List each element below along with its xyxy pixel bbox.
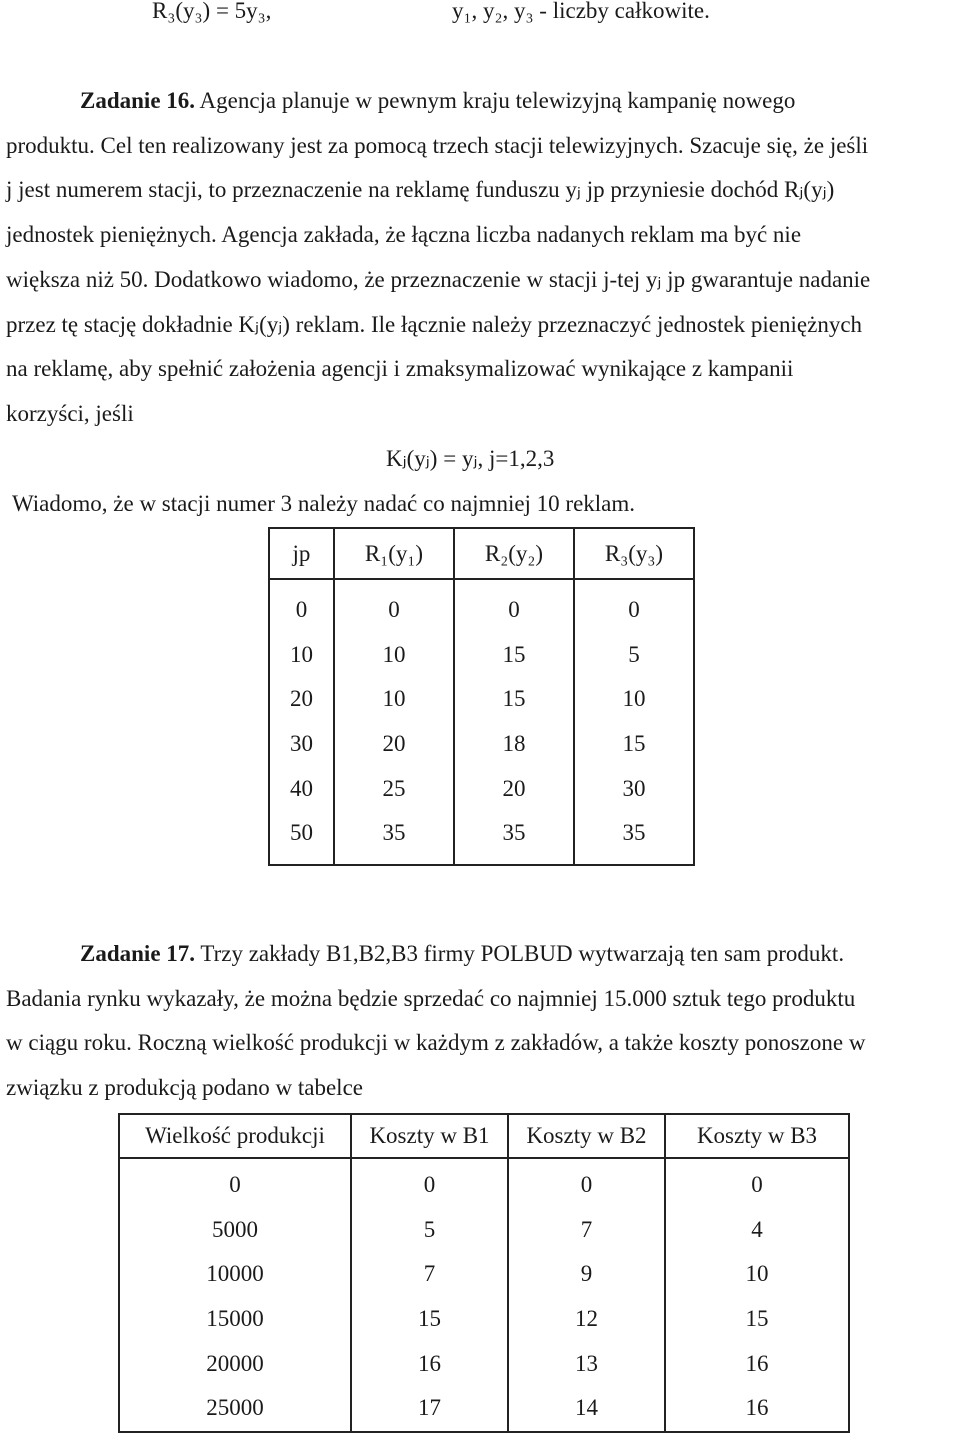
table-cell: 25	[334, 766, 454, 811]
table-cell: 5	[574, 633, 694, 678]
table-cell: 20	[269, 677, 334, 722]
table-cell: 18	[454, 722, 574, 767]
header-r2: R₂(y₂)	[454, 528, 574, 579]
table-cell: 10	[574, 677, 694, 722]
integer-condition: y₁, y₂, y₃ - liczby całkowite.	[452, 0, 710, 23]
table-row	[119, 1208, 849, 1253]
task16-line-3: jednostek pieniężnych. Agencja zakłada, że łączna liczba nadanych reklam ma być nie	[6, 222, 802, 247]
table-cell: 14	[508, 1386, 665, 1432]
table-cell: 15	[351, 1297, 508, 1342]
table-cell: 12	[508, 1297, 665, 1342]
header-r3: R₃(y₃)	[574, 528, 694, 579]
table-cell: 10	[665, 1252, 849, 1297]
table-cell: 4	[665, 1208, 849, 1253]
task17-table	[118, 1113, 850, 1433]
table-cell: 0	[454, 579, 574, 633]
table-cell: 16	[351, 1341, 508, 1386]
table-cell: 10	[334, 633, 454, 678]
table-cell: 7	[508, 1208, 665, 1253]
table-row	[119, 1297, 849, 1342]
table-cell: 10000	[119, 1252, 351, 1297]
r3-formula: R₃(y₃) = 5y₃,	[152, 0, 272, 23]
table-cell: 20	[334, 722, 454, 767]
table-cell: 0	[119, 1158, 351, 1208]
task16-line-2: j jest numerem stacji, to przeznaczenie na reklamę funduszu yⱼ jp przyniesie dochód Rⱼ(yⱼ)	[6, 177, 835, 202]
task17-line-1: Badania rynku wykazały, że można będzie sprzedać co najmniej 15.000 sztuk tego produktu	[6, 986, 856, 1011]
table-cell: 0	[334, 579, 454, 633]
task17-line-0: Trzy zakłady B1,B2,B3 firmy POLBUD wytwarzają ten sam produkt.	[195, 941, 845, 966]
table-cell: 7	[351, 1252, 508, 1297]
table-header-row	[269, 528, 694, 579]
table-cell: 35	[454, 811, 574, 865]
table-cell: 0	[351, 1158, 508, 1208]
table-row	[119, 1252, 849, 1297]
table-header-row	[119, 1114, 849, 1158]
table-row	[269, 766, 694, 811]
table-cell: 10	[269, 633, 334, 678]
k-formula: Kⱼ(yⱼ) = yⱼ, j=1,2,3	[386, 446, 555, 471]
table-cell: 0	[508, 1158, 665, 1208]
table-row	[269, 811, 694, 865]
table-row	[269, 677, 694, 722]
task17-title: Zadanie 17.	[80, 941, 196, 966]
table-cell: 15000	[119, 1297, 351, 1342]
task16-line-1: produktu. Cel ten realizowany jest za pomocą trzech stacji telewizyjnych. Szacuje się, że jeśli	[6, 133, 869, 158]
table-cell: 15	[574, 722, 694, 767]
table-cell: 13	[508, 1341, 665, 1386]
header-r1: R₁(y₁)	[334, 528, 454, 579]
task17-first-line	[80, 941, 844, 967]
table-cell: 15	[665, 1297, 849, 1342]
table-row	[269, 633, 694, 678]
table-row	[119, 1386, 849, 1432]
table-cell: 17	[351, 1386, 508, 1432]
table-row	[119, 1158, 849, 1208]
table-cell: 10	[334, 677, 454, 722]
table-cell: 15	[454, 633, 574, 678]
task16-first-line	[80, 88, 795, 114]
task16-line-6: na reklamę, aby spełnić założenia agencji i zmaksymalizować wynikające z kampanii	[6, 356, 794, 381]
header-cost-b3: Koszty w B3	[665, 1114, 849, 1158]
table-cell: 16	[665, 1341, 849, 1386]
table-cell: 16	[665, 1386, 849, 1432]
table-row	[269, 579, 694, 633]
header-cost-b1: Koszty w B1	[351, 1114, 508, 1158]
header-jp: jp	[269, 528, 334, 579]
task16-line-0: Agencja planuje w pewnym kraju telewizyjną kampanię nowego	[195, 88, 796, 113]
task17-line-2: w ciągu roku. Roczną wielkość produkcji w każdym z zakładów, a także koszty ponoszone w	[6, 1030, 866, 1055]
header-production-volume: Wielkość produkcji	[119, 1114, 351, 1158]
table-cell: 5000	[119, 1208, 351, 1253]
table-cell: 15	[454, 677, 574, 722]
table-row	[119, 1341, 849, 1386]
table-cell: 5	[351, 1208, 508, 1253]
table-cell: 30	[574, 766, 694, 811]
table-cell: 25000	[119, 1386, 351, 1432]
table-cell: 0	[665, 1158, 849, 1208]
table-cell: 20000	[119, 1341, 351, 1386]
table-row	[269, 722, 694, 767]
table-cell: 40	[269, 766, 334, 811]
table-cell: 35	[334, 811, 454, 865]
table-cell: 9	[508, 1252, 665, 1297]
table-cell: 50	[269, 811, 334, 865]
task16-line-5: przez tę stację dokładnie Kⱼ(yⱼ) reklam. Ile łącznie należy przeznaczyć jednostek pieniężnych	[6, 312, 863, 337]
task16-table	[268, 527, 695, 866]
task16-line-4: większa niż 50. Dodatkowo wiadomo, że przeznaczenie w stacji j-tej yⱼ jp gwarantuje nadanie	[6, 267, 871, 292]
task16-title: Zadanie 16.	[80, 88, 196, 113]
task17-line-3: związku z produkcją podano w tabelce	[6, 1075, 363, 1100]
task16-note: Wiadomo, że w stacji numer 3 należy nadać co najmniej 10 reklam.	[12, 491, 636, 516]
header-cost-b2: Koszty w B2	[508, 1114, 665, 1158]
table-cell: 30	[269, 722, 334, 767]
table-cell: 35	[574, 811, 694, 865]
table-cell: 0	[269, 579, 334, 633]
table-cell: 20	[454, 766, 574, 811]
table-cell: 0	[574, 579, 694, 633]
task16-line-7: korzyści, jeśli	[6, 401, 134, 426]
